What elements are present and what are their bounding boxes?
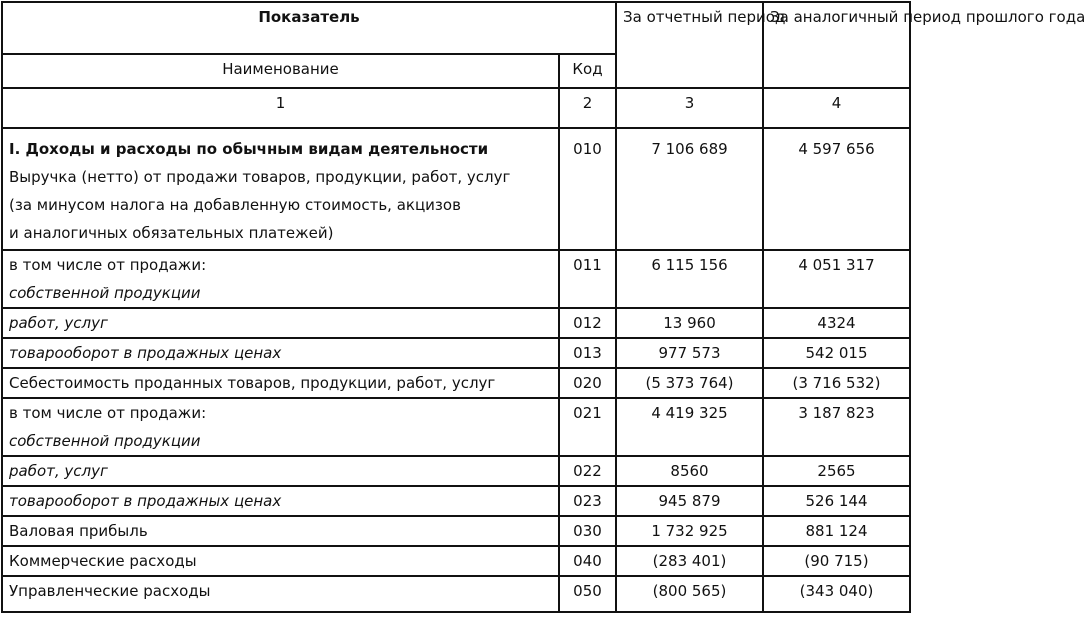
row-013-previous: 542 015 bbox=[763, 338, 910, 368]
row-011-current: 6 115 156 bbox=[616, 250, 763, 308]
table-row bbox=[2, 398, 910, 456]
row-010-previous: 4 597 656 bbox=[763, 128, 910, 250]
row-021-current: 4 419 325 bbox=[616, 398, 763, 456]
financial-report-table bbox=[1, 1, 1085, 613]
header-previous-period: За аналогичный период прошлого года bbox=[763, 2, 910, 88]
row-040-label: Коммерческие расходы bbox=[2, 546, 559, 576]
row-010-code: 010 bbox=[559, 128, 616, 250]
row-011-text: собственной продукции bbox=[9, 284, 201, 302]
row-020-code: 020 bbox=[559, 368, 616, 398]
row-010-label bbox=[2, 128, 559, 250]
row-022-current: 8560 bbox=[616, 456, 763, 486]
table-row bbox=[2, 338, 910, 368]
column-number-2: 2 bbox=[559, 88, 616, 128]
row-020-label: Себестоимость проданных товаров, продукции, работ, услуг bbox=[2, 368, 559, 398]
row-012-previous: 4324 bbox=[763, 308, 910, 338]
column-number-3: 3 bbox=[616, 88, 763, 128]
table-row bbox=[2, 368, 910, 398]
header-code: Код bbox=[559, 54, 616, 88]
row-011-previous: 4 051 317 bbox=[763, 250, 910, 308]
header-current-period: За отчетный период bbox=[616, 2, 763, 88]
row-021-previous: 3 187 823 bbox=[763, 398, 910, 456]
row-040-previous: (90 715) bbox=[763, 546, 910, 576]
table-row bbox=[2, 250, 910, 308]
row-013-code: 013 bbox=[559, 338, 616, 368]
row-010-line1: Выручка (нетто) от продажи товаров, продукции, работ, услуг bbox=[9, 168, 511, 186]
row-050-current: (800 565) bbox=[616, 576, 763, 612]
row-030-current: 1 732 925 bbox=[616, 516, 763, 546]
row-011-code: 011 bbox=[559, 250, 616, 308]
table-row bbox=[2, 308, 910, 338]
table-row bbox=[2, 128, 910, 250]
row-011-pre: в том числе от продажи: bbox=[9, 256, 207, 274]
header-indicator: Показатель bbox=[2, 2, 616, 54]
row-030-code: 030 bbox=[559, 516, 616, 546]
row-020-current: (5 373 764) bbox=[616, 368, 763, 398]
row-012-current: 13 960 bbox=[616, 308, 763, 338]
table-row bbox=[2, 546, 910, 576]
row-022-code: 022 bbox=[559, 456, 616, 486]
row-021-text: собственной продукции bbox=[9, 432, 201, 450]
row-023-label: товарооборот в продажных ценах bbox=[2, 486, 559, 516]
row-020-previous: (3 716 532) bbox=[763, 368, 910, 398]
row-023-current: 945 879 bbox=[616, 486, 763, 516]
row-022-label: работ, услуг bbox=[2, 456, 559, 486]
table-row bbox=[2, 456, 910, 486]
row-021-pre: в том числе от продажи: bbox=[9, 404, 207, 422]
row-050-label: Управленческие расходы bbox=[2, 576, 559, 612]
row-010-line2: (за минусом налога на добавленную стоимость, акцизов bbox=[9, 196, 461, 214]
table-row bbox=[2, 516, 910, 546]
row-040-code: 040 bbox=[559, 546, 616, 576]
row-040-current: (283 401) bbox=[616, 546, 763, 576]
row-010-current: 7 106 689 bbox=[616, 128, 763, 250]
row-013-label: товарооборот в продажных ценах bbox=[2, 338, 559, 368]
row-030-label: Валовая прибыль bbox=[2, 516, 559, 546]
section-title: I. Доходы и расходы по обычным видам деятельности bbox=[9, 140, 489, 158]
table-row bbox=[2, 486, 910, 516]
row-013-current: 977 573 bbox=[616, 338, 763, 368]
row-023-previous: 526 144 bbox=[763, 486, 910, 516]
column-number-4: 4 bbox=[763, 88, 910, 128]
row-050-code: 050 bbox=[559, 576, 616, 612]
row-011-label bbox=[2, 250, 559, 308]
row-010-line3: и аналогичных обязательных платежей) bbox=[9, 224, 334, 242]
row-022-previous: 2565 bbox=[763, 456, 910, 486]
header-name: Наименование bbox=[2, 54, 559, 88]
table-row bbox=[2, 576, 910, 612]
row-012-code: 012 bbox=[559, 308, 616, 338]
row-030-previous: 881 124 bbox=[763, 516, 910, 546]
row-021-code: 021 bbox=[559, 398, 616, 456]
row-012-label: работ, услуг bbox=[2, 308, 559, 338]
row-050-previous: (343 040) bbox=[763, 576, 910, 612]
row-023-code: 023 bbox=[559, 486, 616, 516]
row-021-label bbox=[2, 398, 559, 456]
column-number-1: 1 bbox=[2, 88, 559, 128]
